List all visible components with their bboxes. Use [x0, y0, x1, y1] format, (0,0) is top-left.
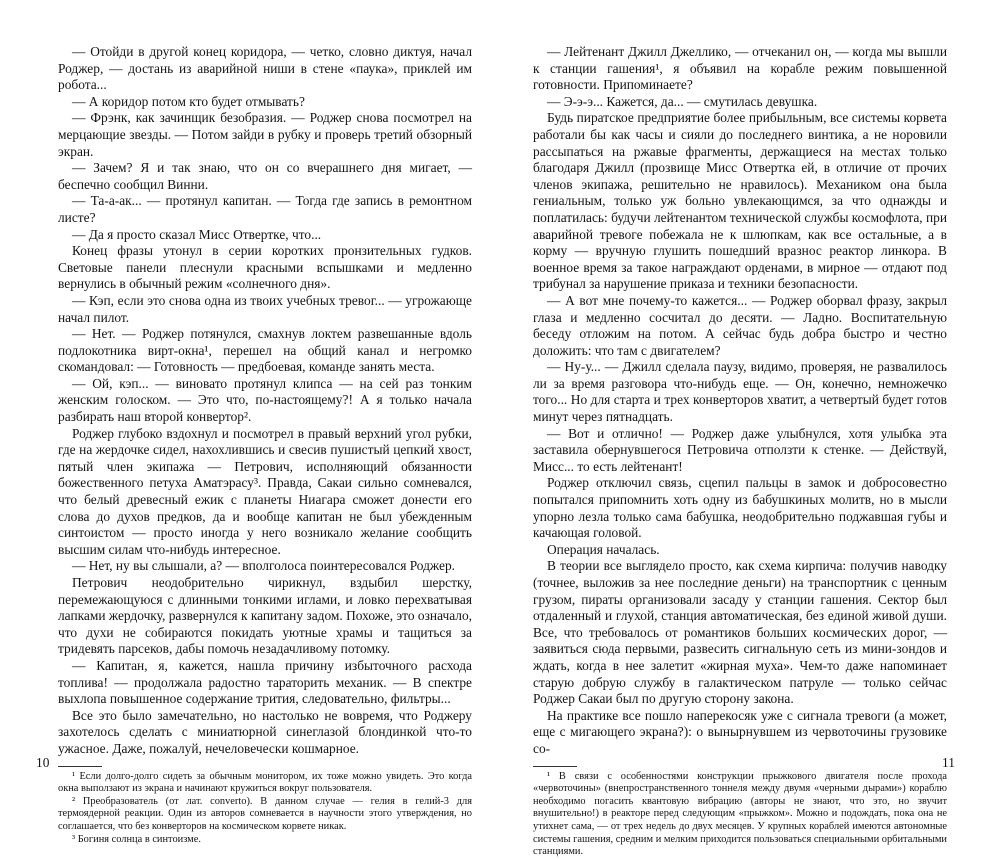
paragraph: — Лейтенант Джилл Джеллико, — отчеканил он, — когда мы вышли к станции гашения¹, я объявил на корабле режим повышенной готовности. Припоминаете? — [533, 44, 947, 93]
paragraph: — А коридор потом кто будет отмывать? — [72, 93, 305, 109]
paragraph: Роджер отключил связь, сцепил пальцы в замок и добросовестно попытался припомнить хоть одну из бабушкиных молитв, но в мысли упорно лезла только сама бабушка, неодобрительно поджавшая губы и качающая головой. — [533, 475, 947, 541]
paragraph: Петрович неодобрительно чирикнул, вздыбил шерстку, перемежающуюся с длинными тонкими иглами, и ловко перехватывая лапками жердочку, развернулся к капитану задом. Похоже, это означало, что духи не собираются покидать уютные храмы и тащиться за тридевять парсеков, дабы помочь незадачливому потомку. — [58, 575, 472, 657]
page-number-right: 11 — [942, 755, 955, 770]
paragraph: — Кэп, если это снова одна из твоих учебных тревог... — угрожающе начал пилот. — [58, 292, 472, 325]
left-page — [58, 44, 472, 846]
footnote-divider — [58, 766, 102, 767]
paragraph: — Зачем? Я и так знаю, что он со вчерашнего дня мигает, — беспечно сообщил Винни. — [58, 160, 472, 192]
paragraph: — Э-э-э... Кажется, да... — смутилась девушка. — [547, 93, 818, 109]
paragraph: Конец фразы утонул в серии коротких пронзительных гудков. Световые панели плеснули красными вспышками и медленно вернулись в обычный режим «солнечного дня». — [58, 243, 472, 292]
right-page — [533, 44, 947, 859]
footnote: ¹ Если долго-долго сидеть за обычным монитором, их тоже можно увидеть. Это когда окна выползают из экрана и начинают кружиться вокруг пользователя. — [58, 770, 472, 795]
paragraph: — Нет, ну вы слышали, а? — вполголоса поинтересовался Роджер. — [72, 558, 455, 574]
paragraph: В теории все выглядело просто, как схема кирпича: получив наводку (точнее, выложив за нее последние деньги) на транспортник с ценным грузом, пираты организовали засаду у станции гашения. Сектор был отдаленный и глухой, станция автоматическая, без единой живой души. Все, что требовалось от романтиков больших космических дорог, — заявиться сюда первыми, развесить сигнальную сеть из мини-зондов и ждать, когда в нее залетит «жирная муха». Чем-то даже напоминает старую добрую службу в галактическом патруле — только сейчас Роджер Сакаи был по другую сторону закона. — [533, 558, 947, 707]
footnote: ¹ В связи с особенностями конструкции прыжкового двигателя после прохода «червоточины» (внепространственного тоннеля между двумя «черными дырами») кораблю необходимо погасить квантовую вибрацию (авторы не знают, что это, но звучит внушительно!) в реакторе перед следующим «прыжком». Можно и подождать, пока она не утихнет сама, — от трех недель до двух месяцев. У крупных кораблей имеются автономные системы гашения, средним и мелким приходится пользоваться специальными орбитальными станциями. — [533, 770, 947, 858]
paragraph: — Да я просто сказал Мисс Отвертке, что... — [72, 226, 322, 242]
paragraph: — А вот мне почему-то кажется... — Роджер оборвал фразу, закрыл глаза и медленно сосчитал до десяти. — Ладно. Воспитательную беседу отложим на потом. А сейчас будь добра быстро и честно доложить: что там с двигателем? — [533, 292, 947, 358]
footnote: ² Преобразователь (от лат. converto). В данном случае — гелия в гелий-3 для термоядерной реакции. Один из авторов сомневается в научности этого утверждения, но соглашается, что без конверторов на космическом корвете никак. — [58, 795, 472, 832]
footnote-divider — [533, 766, 577, 767]
left-body-text — [58, 44, 472, 758]
footnote: ³ Богиня солнца в синтоизме. — [72, 833, 201, 845]
paragraph: — Ой, кэп... — виновато протянул клипса — на сей раз тонким женским голоском. — Это что, по-настоящему?! А я только начала разбирать наш второй конвертор². — [58, 375, 472, 425]
paragraph: — Ну-у... — Джилл сделала паузу, видимо, проверяя, не развалилось ли за время разговора что-нибудь еще. — Он, конечно, немножечко того... Но для старта и трех конверторов хватит, а четвертый будет готов минут через пятнадцать. — [533, 359, 947, 425]
paragraph: Операция началась. — [547, 541, 660, 557]
paragraph: — Та-а-ак... — протянул капитан. — Тогда где запись в ремонтном листе? — [58, 193, 472, 225]
paragraph: — Фрэнк, как зачинщик безобразия. — Роджер снова посмотрел на мерцающие звезды. — Потом зайди в рубку и проверь третий обзорный экран. — [58, 110, 472, 159]
paragraph: — Нет. — Роджер потянулся, смахнув локтем развешанные вдоль подлокотника вирт-окна¹, перешел на общий канал и негромко скомандовал: — Готовность — предбоевая, команде занять места. — [58, 326, 472, 375]
paragraph: На практике все пошло наперекосяк уже с сигнала тревоги (а может, еще с мигающего экрана?): о вынырнувшем из червоточины грузовике со- — [533, 707, 947, 756]
paragraph: — Вот и отлично! — Роджер даже улыбнулся, хотя улыбка эта заставила обернувшегося Петровича отползти к стенке. — Действуй, Мисс... то есть лейтенант! — [533, 425, 947, 474]
page-number-left: 10 — [36, 755, 50, 770]
paragraph: — Отойди в другой конец коридора, — четко, словно диктуя, начал Роджер, — достань из аварийной ниши в стене «паука», приклей им робота... — [58, 44, 472, 93]
right-body-text — [533, 44, 947, 758]
paragraph: Роджер глубоко вздохнул и посмотрел в правый верхний угол рубки, где на жердочке сидел, нахохлившись и свесив пушистый цепкий хвост, пятый член экипажа — Петрович, исполняющий обязанности божественного петуха Аматэрасу³. Правда, Сакаи сильно сомневался, что белый древесный ежик с планеты Ниагара сможет донести его слова до духов предков, да и вообще капитан не был убежденным синтоистом — просто иногда у него возникало желание сообщить высшим силам что-нибудь интересное. — [58, 425, 472, 557]
left-footnotes — [58, 771, 472, 847]
paragraph: Все это было замечательно, но настолько не вовремя, что Роджеру захотелось сделать с миниатюрной синеглазой блондинкой что-то ужасное. Даже, пожалуй, нечеловечески кошмарное. — [58, 707, 472, 756]
paragraph: — Капитан, я, кажется, нашла причину избыточного расхода топлива! — продолжала радостно тараторить механик. — В спектре выхлопа повышенное содержание трития, следовательно, фильтры... — [58, 657, 472, 707]
right-footnotes — [533, 771, 947, 859]
paragraph: Будь пиратское предприятие более прибыльным, все системы корвета работали бы как часы и сияли до последнего винтика, а не норовили рассыпаться на ржавые фрагменты, держащиеся на местах только благодаря Джилл (прозвище Мисс Отвертка ей, в отличие от прочих членов экипажа, решительно не нравилось). Механиком она была гениальным, только уж больно увлекающимся, за что однажды и поплатилась: будучи лейтенантом технической службы космофлота, при аварийной тревоге побежала не к шлюпкам, как все остальные, а в корму — вручную глушить пошедший вразнос реактор линкора. В военное время за такое награждают орденами, в мирное — отдают под трибунал за нарушение приказа и техники безопасности. — [533, 110, 947, 292]
